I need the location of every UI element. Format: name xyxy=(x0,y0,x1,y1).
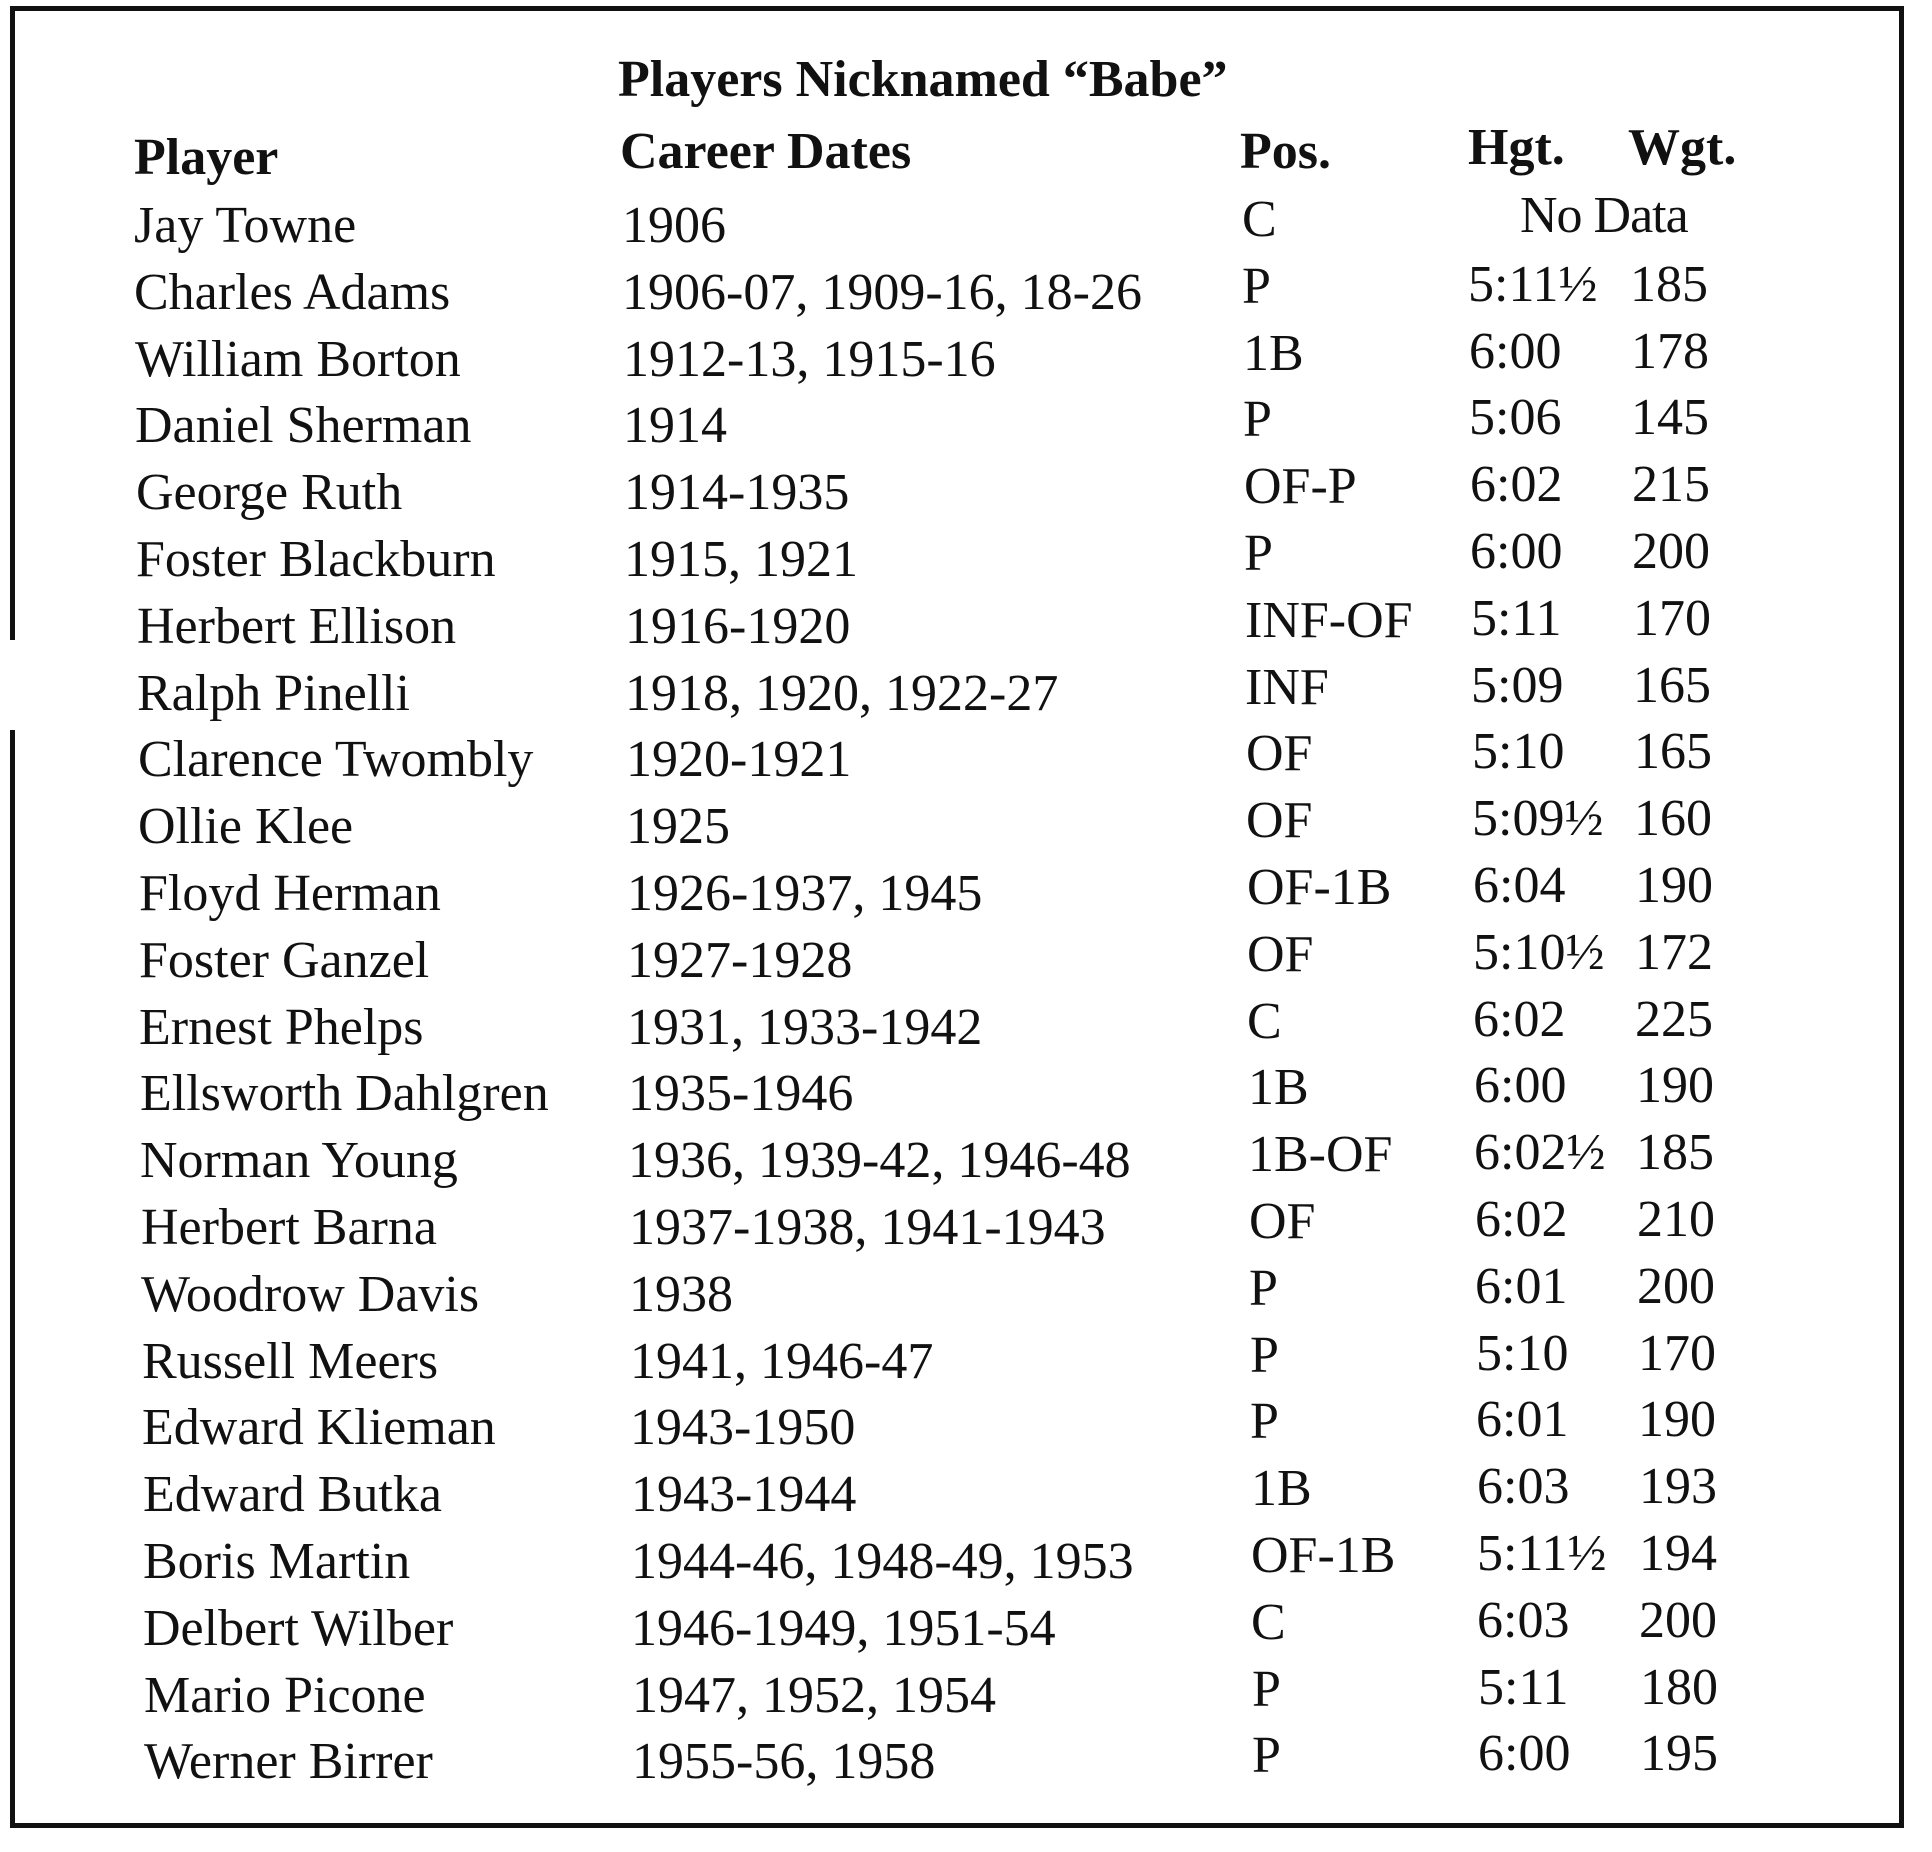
cell-height: 6:02 xyxy=(1470,456,1563,514)
table-row xyxy=(0,524,1932,591)
cell-height: 5:11 xyxy=(1478,1658,1569,1716)
cell-career-dates: 1943-1950 xyxy=(630,1399,856,1457)
cell-height: 6:02½ xyxy=(1474,1124,1606,1182)
cell-height: 6:04 xyxy=(1473,856,1566,914)
table-header xyxy=(0,119,1932,192)
cell-height: 5:11½ xyxy=(1477,1524,1607,1582)
table-row xyxy=(0,1326,1932,1393)
table-row xyxy=(0,925,1932,992)
table-row xyxy=(0,1125,1932,1192)
table-row xyxy=(0,791,1932,858)
table-title: Players Nicknamed “Babe” xyxy=(618,51,1228,108)
cell-position: OF xyxy=(1246,725,1313,783)
cell-career-dates: 1915, 1921 xyxy=(624,530,858,588)
cell-weight: 194 xyxy=(1639,1524,1717,1582)
cell-weight: 170 xyxy=(1633,589,1711,647)
cell-weight: 193 xyxy=(1639,1458,1717,1516)
cell-height: 6:01 xyxy=(1476,1391,1569,1449)
cell-player: Ellsworth Dahlgren xyxy=(140,1065,549,1123)
cell-career-dates: 1925 xyxy=(626,798,730,856)
table-row xyxy=(0,1058,1932,1125)
cell-height: 5:10 xyxy=(1472,723,1565,781)
table-row xyxy=(0,257,1932,324)
cell-career-dates: 1906 xyxy=(622,197,726,254)
cell-weight: 200 xyxy=(1637,1257,1715,1315)
cell-height: 6:02 xyxy=(1473,990,1566,1048)
cell-position: P xyxy=(1250,1326,1279,1384)
column-header-height: Hgt. xyxy=(1468,119,1565,176)
cell-position: OF-1B xyxy=(1247,858,1392,916)
cell-height: 5:10 xyxy=(1476,1324,1569,1382)
cell-player: Norman Young xyxy=(140,1132,458,1190)
cell-player: Foster Ganzel xyxy=(139,931,430,989)
table-row xyxy=(0,724,1932,791)
cell-weight: 165 xyxy=(1633,656,1711,714)
cell-career-dates: 1912-13, 1915-16 xyxy=(623,330,996,388)
table-body xyxy=(0,187,1932,1793)
cell-weight: 165 xyxy=(1634,723,1712,781)
cell-career-dates: 1937-1938, 1941-1943 xyxy=(629,1198,1106,1256)
cell-weight: 178 xyxy=(1631,322,1709,380)
cell-weight: 185 xyxy=(1630,255,1708,313)
table-row xyxy=(0,658,1932,725)
cell-height: 6:00 xyxy=(1470,522,1563,580)
cell-player: Russell Meers xyxy=(142,1332,439,1390)
cell-height: 5:09 xyxy=(1471,656,1564,714)
cell-career-dates: 1943-1944 xyxy=(631,1466,857,1524)
cell-career-dates: 1938 xyxy=(629,1265,733,1323)
cell-position: 1B xyxy=(1251,1460,1312,1518)
cell-position: P xyxy=(1244,524,1273,582)
cell-position: INF-OF xyxy=(1245,591,1413,649)
table-row xyxy=(0,324,1932,391)
cell-position: P xyxy=(1249,1259,1278,1317)
cell-height: 6:03 xyxy=(1477,1591,1570,1649)
cell-weight: 225 xyxy=(1635,990,1713,1048)
cell-player: Woodrow Davis xyxy=(141,1265,480,1323)
cell-player: Charles Adams xyxy=(134,263,451,321)
cell-no-data: No Data xyxy=(1520,187,1688,244)
cell-career-dates: 1947, 1952, 1954 xyxy=(632,1666,996,1724)
cell-position: OF xyxy=(1247,925,1314,983)
cell-position: OF-P xyxy=(1244,458,1357,516)
cell-player: Daniel Sherman xyxy=(135,397,472,455)
cell-player: Foster Blackburn xyxy=(136,530,496,588)
cell-player: Ralph Pinelli xyxy=(137,664,410,722)
table-row xyxy=(0,1593,1932,1660)
cell-career-dates: 1936, 1939-42, 1946-48 xyxy=(628,1132,1131,1190)
cell-height: 5:11 xyxy=(1471,589,1562,647)
cell-career-dates: 1927-1928 xyxy=(627,931,853,989)
cell-position: 1B-OF xyxy=(1248,1126,1393,1184)
table-row xyxy=(0,1526,1932,1593)
cell-player: William Borton xyxy=(135,330,461,388)
cell-career-dates: 1955-56, 1958 xyxy=(632,1733,936,1791)
cell-player: Edward Klieman xyxy=(142,1399,496,1457)
cell-height: 5:09½ xyxy=(1472,790,1604,848)
cell-career-dates: 1946-1949, 1951-54 xyxy=(631,1599,1056,1657)
cell-career-dates: 1914-1935 xyxy=(624,464,850,522)
cell-player: Herbert Ellison xyxy=(137,597,457,655)
cell-weight: 145 xyxy=(1631,389,1709,447)
cell-weight: 160 xyxy=(1634,790,1712,848)
cell-career-dates: 1926-1937, 1945 xyxy=(627,864,983,922)
cell-player: Mario Picone xyxy=(144,1666,426,1724)
cell-position: P xyxy=(1243,391,1272,449)
cell-player: Floyd Herman xyxy=(139,864,441,922)
cell-position: C xyxy=(1251,1593,1286,1651)
cell-position: OF xyxy=(1249,1192,1316,1250)
cell-player: Edward Butka xyxy=(143,1466,442,1524)
cell-position: P xyxy=(1252,1727,1281,1785)
cell-player: Ollie Klee xyxy=(138,798,354,856)
cell-player: Werner Birrer xyxy=(144,1733,433,1791)
cell-height: 5:10½ xyxy=(1473,923,1605,981)
cell-career-dates: 1931, 1933-1942 xyxy=(627,998,983,1056)
cell-height: 6:00 xyxy=(1469,322,1562,380)
cell-weight: 185 xyxy=(1636,1124,1714,1182)
cell-position: P xyxy=(1242,257,1271,315)
cell-weight: 190 xyxy=(1635,856,1713,914)
cell-position: P xyxy=(1250,1393,1279,1451)
table-row xyxy=(0,1726,1932,1793)
cell-career-dates: 1906-07, 1909-16, 18-26 xyxy=(622,263,1142,321)
cell-career-dates: 1920-1921 xyxy=(626,731,852,789)
cell-height: 6:00 xyxy=(1474,1057,1567,1115)
cell-position: 1B xyxy=(1248,1059,1309,1117)
cell-career-dates: 1944-46, 1948-49, 1953 xyxy=(631,1532,1134,1590)
column-header-career-dates: Career Dates xyxy=(620,123,912,180)
cell-position: INF xyxy=(1245,658,1329,716)
column-header-position: Pos. xyxy=(1240,123,1331,180)
cell-career-dates: 1914 xyxy=(623,397,727,455)
cell-weight: 195 xyxy=(1640,1725,1718,1783)
cell-weight: 200 xyxy=(1632,522,1710,580)
cell-weight: 200 xyxy=(1639,1591,1717,1649)
cell-player: Boris Martin xyxy=(143,1532,411,1590)
cell-position: 1B xyxy=(1243,324,1304,382)
cell-player: Ernest Phelps xyxy=(139,998,424,1056)
cell-position: C xyxy=(1242,191,1277,248)
cell-weight: 215 xyxy=(1632,456,1710,514)
table-row xyxy=(0,390,1932,457)
cell-height: 6:03 xyxy=(1477,1458,1570,1516)
cell-weight: 180 xyxy=(1640,1658,1718,1716)
cell-height: 5:11½ xyxy=(1468,255,1598,313)
cell-weight: 190 xyxy=(1638,1391,1716,1449)
cell-position: OF xyxy=(1246,792,1313,850)
column-header-weight: Wgt. xyxy=(1628,119,1737,176)
cell-career-dates: 1935-1946 xyxy=(628,1065,854,1123)
cell-weight: 172 xyxy=(1635,923,1713,981)
table-row xyxy=(0,457,1932,524)
table-row xyxy=(0,1660,1932,1727)
cell-career-dates: 1916-1920 xyxy=(625,597,851,655)
column-header-player: Player xyxy=(134,129,279,186)
table-row xyxy=(0,858,1932,925)
cell-height: 6:01 xyxy=(1475,1257,1568,1315)
cell-player: Herbert Barna xyxy=(141,1198,437,1256)
cell-height: 5:06 xyxy=(1469,389,1562,447)
cell-weight: 170 xyxy=(1638,1324,1716,1382)
cell-player: Clarence Twombly xyxy=(138,731,534,789)
cell-weight: 210 xyxy=(1637,1190,1715,1248)
cell-player: George Ruth xyxy=(136,464,403,522)
cell-player: Delbert Wilber xyxy=(143,1599,454,1657)
cell-weight: 190 xyxy=(1636,1057,1714,1115)
cell-height: 6:02 xyxy=(1475,1190,1568,1248)
cell-career-dates: 1918, 1920, 1922-27 xyxy=(625,664,1059,722)
table-row xyxy=(0,1392,1932,1459)
cell-career-dates: 1941, 1946-47 xyxy=(630,1332,934,1390)
table-row xyxy=(0,992,1932,1059)
cell-position: OF-1B xyxy=(1251,1526,1396,1584)
cell-position: C xyxy=(1247,992,1282,1050)
table-row xyxy=(0,187,1932,257)
cell-player: Jay Towne xyxy=(134,197,357,254)
table-row xyxy=(0,1192,1932,1259)
table-row xyxy=(0,1459,1932,1526)
cell-height: 6:00 xyxy=(1478,1725,1571,1783)
cell-position: P xyxy=(1252,1660,1281,1718)
table-row xyxy=(0,591,1932,658)
table-row xyxy=(0,1259,1932,1326)
